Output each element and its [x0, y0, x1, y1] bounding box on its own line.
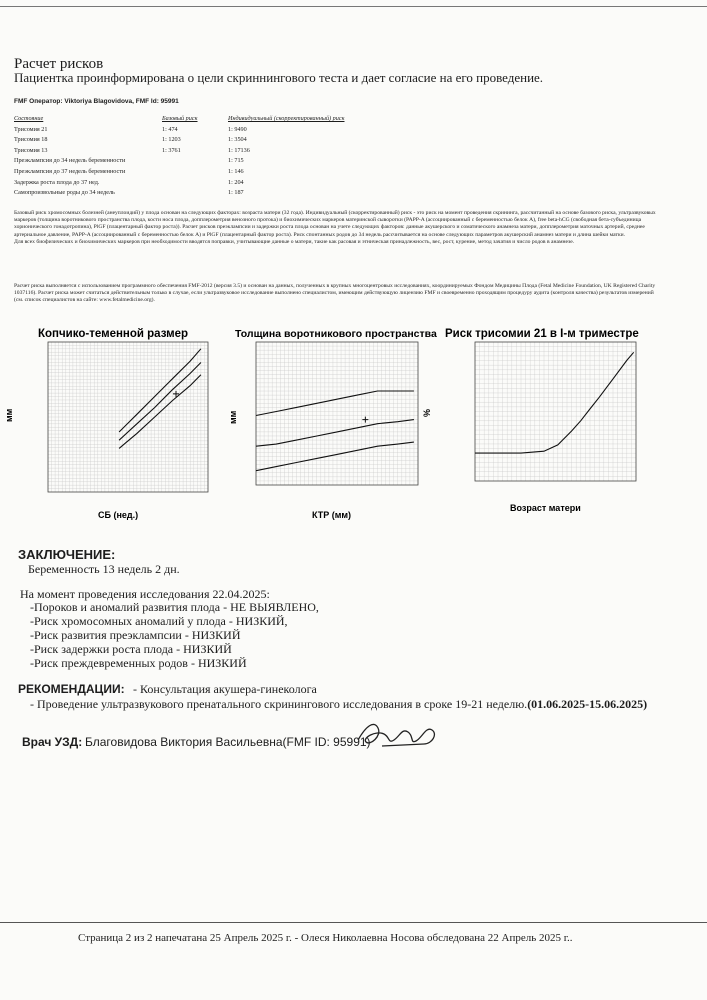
row-individual: 1: 204 — [228, 178, 244, 186]
table-row — [14, 147, 374, 158]
table-row — [14, 189, 374, 200]
table-row — [14, 179, 374, 190]
note-basis: Базовый риск хромосомных болезней (анеуплоидий) у плода основан на следующих факторах: возраста матери (32 года). Индивидуальный (скорректированный) риск - это риск на момент проведения скрининга, рассчитанный на основе базового риска, ультразвуковых маркеров (толщина воротникового пространства плода, кости носа плода, допплерометрия венозного протока) и биохимических маркеров материнской сыворотки (PAPP-A (ассоциированный с беременностью белок А), free beta-hCG (свободная бета-субъединица хорионического гонадотропина), PlGF (плацентарный фактор роста)). Расчет рисков преэклампсии и задержки роста плода основан на учете следующих факторов: данные акушерского и соматического анамнеза матери, допплерометрия маточных артерий, среднее артериальное давление, PAPP-A (ассоциированный с беременностью белок А) и PlGF (плацентарный фактор роста). Риск спонтанных родов до 34 недель рассчитывается на основе следующих параметров акушерский анамнез матери и длина шейки матки. — [14, 210, 656, 238]
risk-table — [14, 115, 374, 200]
conclusion-heading: ЗАКЛЮЧЕНИЕ: — [18, 547, 116, 562]
table-row — [14, 168, 374, 179]
page-title: Расчет рисков — [14, 56, 104, 72]
t21-chart — [422, 328, 639, 513]
finding-item: -Риск задержки роста плода - НИЗКИЙ — [30, 642, 232, 656]
t21-chart-title: Риск трисомии 21 в I-м триместре — [445, 328, 639, 340]
recommendation-text: - Проведение ультразвукового пренатального скринингового исследования в сроке 19-21 неделю. — [30, 697, 528, 711]
recommendation-dates: (01.06.2025-15.06.2025) — [527, 697, 648, 711]
doctor-name: Благовидова Виктория Васильевна(FMF ID: 95991) — [85, 735, 371, 749]
note-software: Расчет риска выполняется с использованием программного обеспечения FMF-2012 (версия 3.5) и основан на данных, полученных в крупных многоцентровых исследованиях, координируемых Фондом Медицины Плода (Fetal Medicine Foundation, UK Registered Charity 1037116). Расчет риска может считаться действительным только в случае, если ультразвуковое исследование выполнено специалистом, имеющим действующую лицензию FMF и своевременно проходящим процедуру аудита (контроля качества) результатов измерений (см. список специалистов на сайте: www.fetalmedicine.org). — [14, 283, 656, 304]
nt-chart — [228, 328, 437, 520]
charts-area — [0, 318, 707, 523]
nt-y-label: мм — [228, 410, 238, 424]
crl-x-label: СБ (нед.) — [98, 510, 139, 520]
finding-item: -Риск развития преэклампсии - НИЗКИЙ — [30, 628, 241, 642]
t21-series-risk — [475, 352, 634, 453]
finding-item: -Риск преждевременных родов - НИЗКИЙ — [30, 656, 247, 670]
study-date: На момент проведения исследования 22.04.2025: — [20, 587, 270, 601]
signature — [352, 716, 447, 756]
finding-item: -Риск хромосомных аномалий у плода - НИЗКИЙ, — [30, 614, 288, 628]
doctor-label: Врач УЗД: — [22, 735, 83, 749]
col-individual: Индивидуальный (скорректированный) риск — [228, 115, 345, 122]
page-footer: Страница 2 из 2 напечатана 25 Апрель 2025 г. - Олеся Николаевна Носова обследована 22 Апрель 2025 г.. — [78, 932, 573, 944]
note-corrections: Для всех биофизических и биохимических маркеров при необходимости вводятся поправки, учитывающие данные о матери, такие как расовая и этническая принадлежность, вес, рост, курение, метод зачатия и число родов в анамнезе. — [14, 238, 575, 245]
t21-x-label: Возраст матери — [510, 503, 581, 513]
software-notes — [14, 283, 664, 305]
nt-x-label: КТР (мм) — [312, 510, 352, 520]
t21-y-label: % — [422, 408, 432, 417]
gestational-age: Беременность 13 недель 2 дн. — [28, 562, 180, 576]
fmf-operator: FMF Оператор: Viktoriya Blagovidova, FMF Id: 95991 — [14, 98, 179, 105]
row-base — [162, 168, 228, 179]
row-base: 1: 1203 — [162, 136, 181, 144]
nt-chart-title: Толщина воротникового пространства — [235, 328, 437, 340]
row-individual: 1: 17136 — [228, 146, 250, 154]
row-individual: 1: 9490 — [228, 125, 247, 133]
col-base: Базовый риск — [162, 115, 198, 122]
row-name: Самопроизвольные роды до 34 недель — [14, 189, 115, 197]
row-base: 1: 3761 — [162, 146, 181, 154]
signature-stroke — [358, 724, 434, 746]
row-name: Трисомия 21 — [14, 125, 48, 133]
recommendations-heading: РЕКОМЕНДАЦИИ: — [18, 682, 125, 696]
footer-rule — [0, 922, 707, 923]
row-base — [162, 157, 228, 168]
table-row — [14, 157, 374, 168]
nt-patient-point — [362, 417, 368, 423]
table-row — [14, 136, 374, 147]
crl-chart — [4, 328, 208, 520]
row-name: Трисомия 13 — [14, 146, 48, 154]
row-base — [162, 179, 228, 190]
finding-item: -Пороков и аномалий развития плода - НЕ ВЫЯВЛЕНО, — [30, 600, 319, 614]
row-individual: 1: 187 — [228, 189, 244, 197]
risk-notes — [14, 210, 664, 246]
col-condition: Состояние — [14, 115, 44, 122]
risk-table-header — [14, 115, 374, 126]
crl-series-95pct — [119, 349, 201, 432]
row-individual: 1: 715 — [228, 157, 244, 165]
crl-y-label: мм — [4, 408, 14, 422]
recommendation-item: - Консультация акушера-гинеколога — [133, 682, 317, 696]
crl-chart-title: Копчико-теменной размер — [38, 328, 189, 340]
crl-series-50pct — [119, 363, 201, 441]
row-individual: 1: 3504 — [228, 136, 247, 144]
table-row — [14, 126, 374, 137]
consent-subtitle: Пациентка проинформирована о цели скриннингового теста и дает согласие на его проведение. — [14, 70, 544, 85]
row-base — [162, 189, 228, 200]
row-base: 1: 474 — [162, 125, 178, 133]
row-individual: 1: 146 — [228, 167, 244, 175]
row-name: Преэклампсия до 34 недель беременности — [14, 157, 126, 165]
row-name: Трисомия 18 — [14, 136, 48, 144]
row-name: Преэклампсия до 37 недель беременности — [14, 167, 126, 175]
recommendation-item — [30, 697, 647, 712]
row-name: Задержка роста плода до 37 нед. — [14, 178, 100, 186]
top-rule — [0, 6, 707, 7]
